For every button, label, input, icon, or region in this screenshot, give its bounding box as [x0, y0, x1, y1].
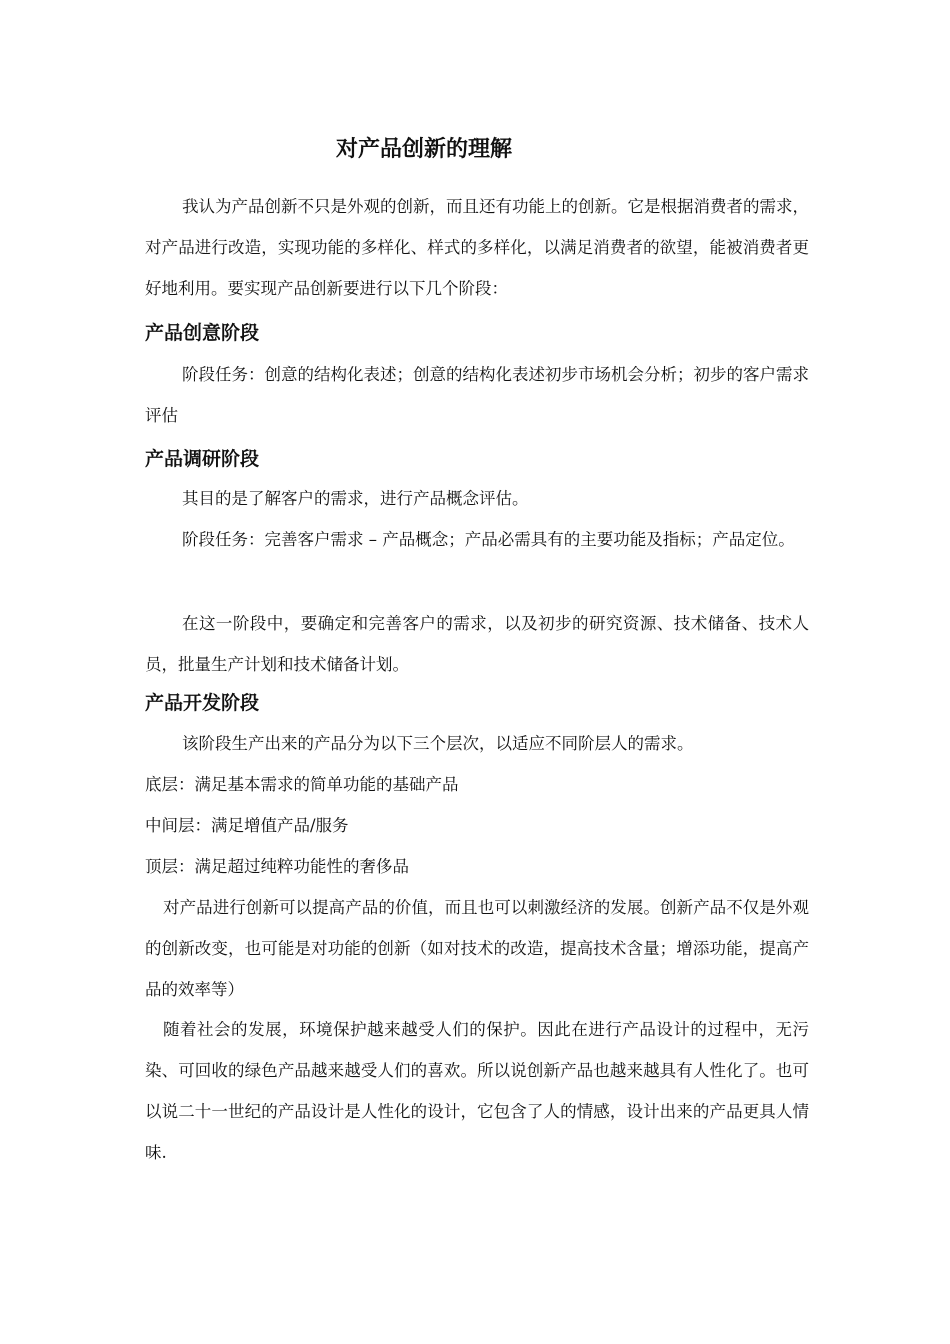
section-heading-development: 产品开发阶段: [145, 692, 260, 714]
level-top-item: 顶层：满足超过纯粹功能性的奢侈品: [145, 857, 409, 876]
research-detail-paragraph: 在这一阶段中，要确定和完善客户的需求，以及初步的研究资源、技术储备、技术人员，批量生产计划和技术储备计划。: [145, 614, 809, 674]
level-middle-item: 中间层：满足增值产品/服务: [145, 816, 349, 835]
level-bottom-item: 底层：满足基本需求的简单功能的基础产品: [145, 775, 459, 794]
development-intro-paragraph: 该阶段生产出来的产品分为以下三个层次，以适应不同阶层人的需求。: [182, 734, 694, 753]
research-purpose-paragraph: 其目的是了解客户的需求，进行产品概念评估。: [182, 489, 529, 508]
section-heading-research: 产品调研阶段: [145, 448, 260, 470]
research-tasks-paragraph: 阶段任务：完善客户需求 – 产品概念；产品必需具有的主要功能及指标；产品定位。: [182, 530, 795, 549]
intro-paragraph: 我认为产品创新不只是外观的创新，而且还有功能上的创新。它是根据消费者的需求，对产品进行改造，实现功能的多样化、样式的多样化，以满足消费者的欲望，能被消费者更好地利用。要实现产品创新要进行以下几个阶段：: [145, 197, 809, 298]
section-heading-ideation: 产品创意阶段: [145, 322, 260, 344]
document-title: 对产品创新的理解: [335, 137, 512, 162]
ideation-tasks-paragraph: 阶段任务：创意的结构化表述；创意的结构化表述初步市场机会分析；初步的客户需求评估: [145, 365, 809, 425]
closing-paragraph-value: 对产品进行创新可以提高产品的价值，而且也可以刺激经济的发展。创新产品不仅是外观的创新改变，也可能是对功能的创新（如对技术的改造，提高技术含量；增添功能，提高产品的效率等）: [145, 898, 809, 999]
closing-paragraph-environment: 随着社会的发展，环境保护越来越受人们的保护。因此在进行产品设计的过程中，无污染、可回收的绿色产品越来越受人们的喜欢。所以说创新产品也越来越具有人性化了。也可以说二十一世纪的产品设计是人性化的设计，它包含了人的情感，设计出来的产品更具人情味.: [145, 1020, 809, 1162]
